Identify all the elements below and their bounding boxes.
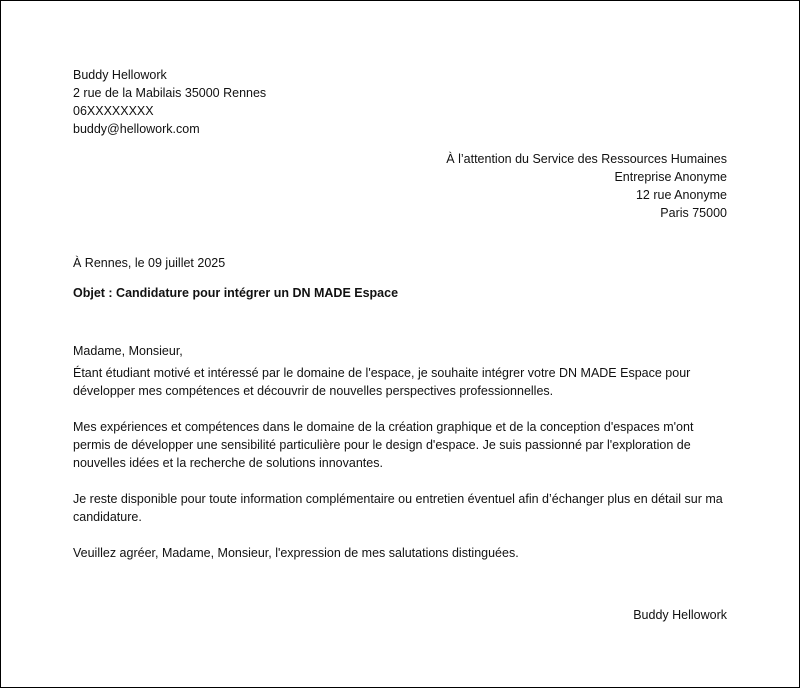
recipient-attention: À l’attention du Service des Ressources Humaines bbox=[446, 152, 727, 166]
letter-closing: Veuillez agréer, Madame, Monsieur, l'expression de mes salutations distinguées. bbox=[73, 546, 519, 560]
recipient-block bbox=[446, 150, 727, 222]
letter-date: À Rennes, le 09 juillet 2025 bbox=[73, 256, 226, 270]
letter-signature: Buddy Hellowork bbox=[633, 608, 727, 622]
recipient-city: Paris 75000 bbox=[660, 206, 727, 220]
sender-address: 2 rue de la Mabilais 35000 Rennes bbox=[73, 86, 267, 100]
letter-salutation: Madame, Monsieur, bbox=[73, 344, 183, 358]
letter-body bbox=[73, 342, 733, 580]
sender-phone: 06XXXXXXXX bbox=[73, 104, 154, 118]
letter-subject: Objet : Candidature pour intégrer un DN MADE Espace bbox=[73, 286, 399, 300]
sender-block bbox=[73, 66, 266, 138]
letter-paragraph: Mes expériences et compétences dans le domaine de la création graphique et de la conception d'espaces m'ont permis de développer une sensibilité particulière pour le design d'espace. Je suis passionné par l'exploration de nouvelles idées et la recherche de solutions innovantes. bbox=[73, 420, 694, 470]
sender-name: Buddy Hellowork bbox=[73, 68, 167, 82]
letter-paragraph: Étant étudiant motivé et intéressé par le domaine de l'espace, je souhaite intégrer votre DN MADE Espace pour développer mes compétences et découvrir de nouvelles perspectives professionnelles. bbox=[73, 366, 691, 398]
sender-email: buddy@hellowork.com bbox=[73, 122, 200, 136]
recipient-company: Entreprise Anonyme bbox=[614, 170, 727, 184]
letter-paragraph: Je reste disponible pour toute information complémentaire ou entretien éventuel afin d’échanger plus en détail sur ma candidature. bbox=[73, 492, 723, 524]
recipient-street: 12 rue Anonyme bbox=[635, 188, 727, 202]
